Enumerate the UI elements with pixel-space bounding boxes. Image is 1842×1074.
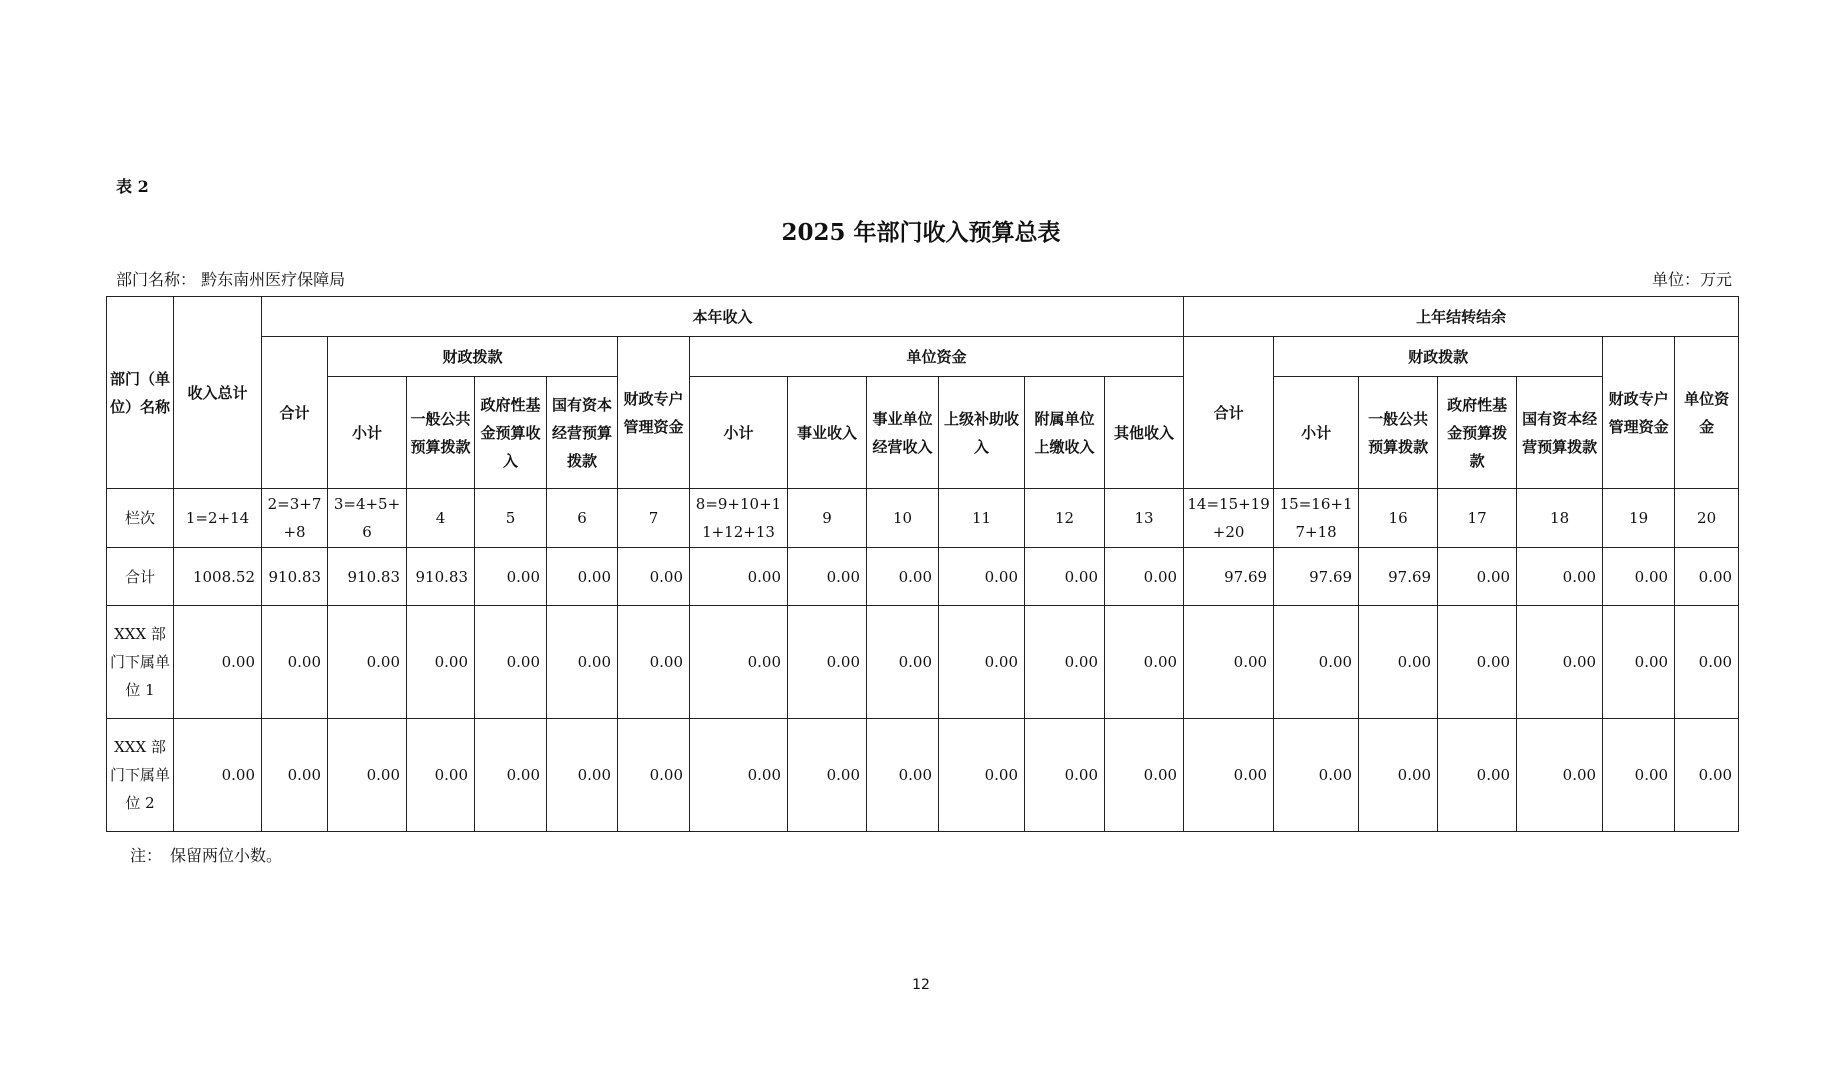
header-prior-state-capital: 国有资本经营预算拨款: [1517, 377, 1603, 489]
value-cell: 0.00: [690, 548, 788, 606]
header-prior-fiscal-subtotal: 小计: [1274, 377, 1359, 489]
index-cell: 20: [1675, 489, 1739, 548]
index-cell: 1=2+14: [174, 489, 262, 548]
index-cell: 11: [939, 489, 1025, 548]
value-cell: 0.00: [1675, 606, 1739, 719]
header-current-year: 本年收入: [262, 297, 1184, 337]
index-cell: 17: [1438, 489, 1517, 548]
value-cell: 910.83: [262, 548, 328, 606]
value-cell: 0.00: [1517, 606, 1603, 719]
footnote: 注： 保留两位小数。: [130, 846, 283, 865]
index-cell: 14=15+19+20: [1184, 489, 1274, 548]
value-cell: 0.00: [475, 719, 547, 832]
value-cell: 0.00: [788, 548, 867, 606]
index-cell: 2=3+7+8: [262, 489, 328, 548]
value-cell: 0.00: [939, 548, 1025, 606]
value-cell: 0.00: [547, 719, 618, 832]
value-cell: 0.00: [328, 606, 407, 719]
index-cell: 15=16+17+18: [1274, 489, 1359, 548]
value-cell: 0.00: [1603, 606, 1675, 719]
index-cell: 3=4+5+6: [328, 489, 407, 548]
header-state-capital: 国有资本经营预算拨款: [547, 377, 618, 489]
value-cell: 97.69: [1359, 548, 1438, 606]
page-number: 12: [912, 977, 930, 993]
value-cell: 0.00: [1359, 606, 1438, 719]
header-business-operating: 事业单位经营收入: [867, 377, 939, 489]
header-prior-fiscal: 财政拨款: [1274, 337, 1603, 377]
value-cell: 0.00: [1105, 548, 1184, 606]
value-cell: 0.00: [1025, 719, 1105, 832]
row-name: 合计: [107, 548, 174, 606]
department-label: 部门名称：: [116, 270, 197, 289]
value-cell: 0.00: [1438, 548, 1517, 606]
header-prior-gov-fund: 政府性基金预算拨款: [1438, 377, 1517, 489]
value-cell: 0.00: [690, 606, 788, 719]
table-label: 表 2: [116, 177, 149, 196]
value-cell: 0.00: [174, 606, 262, 719]
index-cell: 12: [1025, 489, 1105, 548]
value-cell: 0.00: [547, 548, 618, 606]
value-cell: 0.00: [618, 719, 690, 832]
value-cell: 0.00: [1603, 548, 1675, 606]
header-other-income: 其他收入: [1105, 377, 1184, 489]
value-cell: 0.00: [1274, 606, 1359, 719]
value-cell: 0.00: [262, 719, 328, 832]
index-cell: 4: [407, 489, 475, 548]
value-cell: 97.69: [1274, 548, 1359, 606]
value-cell: 0.00: [1105, 606, 1184, 719]
value-cell: 0.00: [1603, 719, 1675, 832]
value-cell: 0.00: [1438, 719, 1517, 832]
value-cell: 0.00: [690, 719, 788, 832]
value-cell: 0.00: [174, 719, 262, 832]
value-cell: 0.00: [1184, 719, 1274, 832]
table-row: [107, 719, 1739, 832]
unit-label: 单位：万元: [1651, 270, 1732, 289]
header-row-1: [107, 297, 1739, 337]
header-prior-special-account: 财政专户管理资金: [1603, 337, 1675, 489]
header-prior-total: 合计: [1184, 337, 1274, 489]
value-cell: 0.00: [618, 548, 690, 606]
value-cell: 1008.52: [174, 548, 262, 606]
header-prior-year: 上年结转结余: [1184, 297, 1739, 337]
value-cell: 0.00: [1438, 606, 1517, 719]
department-name: 黔东南州医疗保障局: [201, 270, 346, 289]
header-fiscal-subtotal: 小计: [328, 377, 407, 489]
index-cell: 8=9+10+11+12+13: [690, 489, 788, 548]
value-cell: 0.00: [867, 606, 939, 719]
header-current-fiscal: 财政拨款: [328, 337, 618, 377]
index-cell: 6: [547, 489, 618, 548]
value-cell: 0.00: [262, 606, 328, 719]
value-cell: 0.00: [1025, 606, 1105, 719]
value-cell: 0.00: [788, 719, 867, 832]
header-business-income: 事业收入: [788, 377, 867, 489]
index-row: [107, 489, 1739, 548]
value-cell: 97.69: [1184, 548, 1274, 606]
header-prior-unit-funds: 单位资金: [1675, 337, 1739, 489]
header-current-special-account: 财政专户管理资金: [618, 337, 690, 489]
header-prior-general-public: 一般公共预算拨款: [1359, 377, 1438, 489]
value-cell: 0.00: [1517, 719, 1603, 832]
header-affiliated-turnover: 附属单位上缴收入: [1025, 377, 1105, 489]
index-cell: 13: [1105, 489, 1184, 548]
value-cell: 0.00: [939, 606, 1025, 719]
value-cell: 0.00: [1184, 606, 1274, 719]
table-row: [107, 606, 1739, 719]
header-total-income: 收入总计: [174, 297, 262, 489]
value-cell: 0.00: [618, 606, 690, 719]
index-cell: 9: [788, 489, 867, 548]
index-cell: 19: [1603, 489, 1675, 548]
value-cell: 0.00: [407, 719, 475, 832]
index-cell: 16: [1359, 489, 1438, 548]
value-cell: 910.83: [407, 548, 475, 606]
value-cell: 0.00: [1359, 719, 1438, 832]
index-cell: 7: [618, 489, 690, 548]
value-cell: 0.00: [1105, 719, 1184, 832]
index-cell: 10: [867, 489, 939, 548]
header-gov-fund: 政府性基金预算收入: [475, 377, 547, 489]
department-line: [116, 267, 345, 290]
row-name: XXX 部门下属单位 1: [107, 606, 174, 719]
value-cell: 0.00: [328, 719, 407, 832]
header-superior-subsidy: 上级补助收入: [939, 377, 1025, 489]
value-cell: 0.00: [1517, 548, 1603, 606]
index-cell: 5: [475, 489, 547, 548]
header-dept-name: 部门（单位）名称: [107, 297, 174, 489]
value-cell: 0.00: [1025, 548, 1105, 606]
value-cell: 0.00: [475, 548, 547, 606]
page-title: 2025 年部门收入预算总表: [781, 219, 1061, 246]
value-cell: 0.00: [867, 548, 939, 606]
header-current-unit-funds: 单位资金: [690, 337, 1184, 377]
header-row-3: [107, 377, 1739, 489]
table-row: [107, 548, 1739, 606]
value-cell: 0.00: [1274, 719, 1359, 832]
income-budget-table: [106, 296, 1739, 832]
value-cell: 0.00: [475, 606, 547, 719]
header-current-total: 合计: [262, 337, 328, 489]
index-row-label: 栏次: [107, 489, 174, 548]
value-cell: 0.00: [547, 606, 618, 719]
value-cell: 0.00: [407, 606, 475, 719]
header-row-2: [107, 337, 1739, 377]
value-cell: 0.00: [788, 606, 867, 719]
header-general-public: 一般公共预算拨款: [407, 377, 475, 489]
header-unit-subtotal: 小计: [690, 377, 788, 489]
value-cell: 910.83: [328, 548, 407, 606]
value-cell: 0.00: [1675, 719, 1739, 832]
value-cell: 0.00: [1675, 548, 1739, 606]
value-cell: 0.00: [939, 719, 1025, 832]
row-name: XXX 部门下属单位 2: [107, 719, 174, 832]
index-cell: 18: [1517, 489, 1603, 548]
value-cell: 0.00: [867, 719, 939, 832]
